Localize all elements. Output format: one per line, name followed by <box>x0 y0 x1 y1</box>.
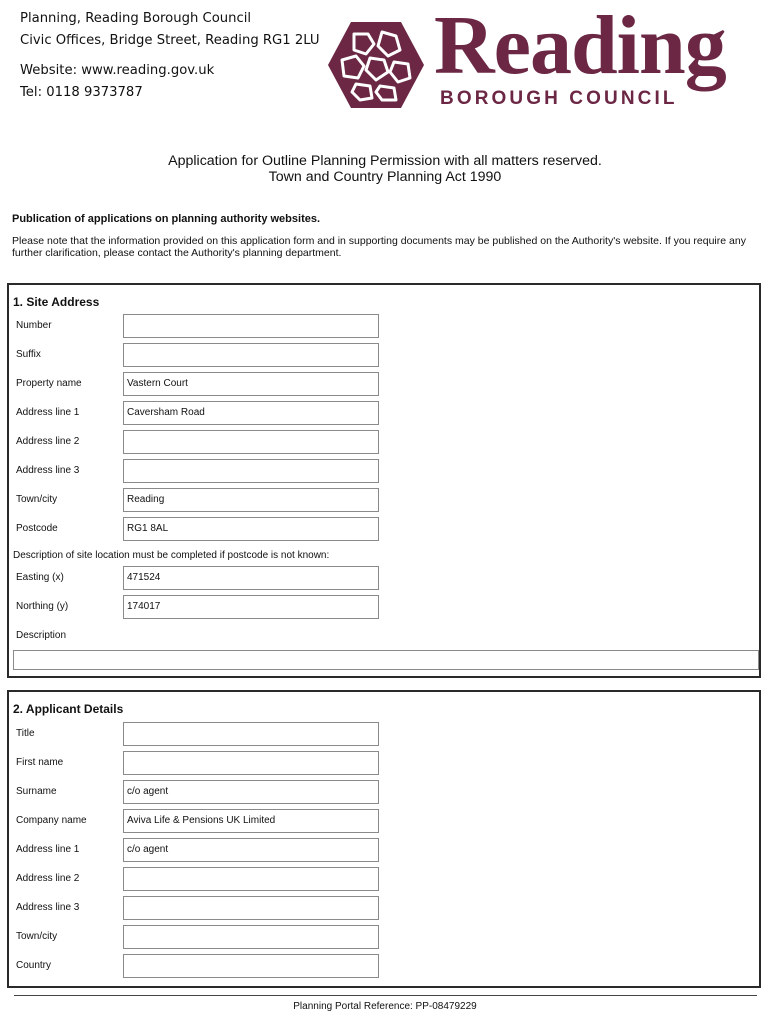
address-line-1-input[interactable]: c/o agent <box>123 838 379 862</box>
publication-notice: Please note that the information provided on this application form and in supporting documents may be published on the Authority's website. If you require any further clarification, please contact the Authority's planning department. <box>12 235 746 259</box>
field-town-city <box>9 488 389 514</box>
title-input[interactable] <box>123 722 379 746</box>
field-northing <box>9 595 389 621</box>
field-address-line-3 <box>9 896 389 922</box>
field-label: Surname <box>16 786 57 797</box>
company-name-input[interactable]: Aviva Life & Pensions UK Limited <box>123 809 379 833</box>
field-label: Title <box>16 728 35 739</box>
field-address-line-2 <box>9 867 389 893</box>
description-label: Description <box>16 630 67 641</box>
field-town-city <box>9 925 389 951</box>
field-label: Easting (x) <box>16 572 64 583</box>
easting-input[interactable]: 471524 <box>123 566 379 590</box>
field-company-name <box>9 809 389 835</box>
section-title: 2. Applicant Details <box>13 702 124 716</box>
suffix-input[interactable] <box>123 343 379 367</box>
address-line-1-input[interactable]: Caversham Road <box>123 401 379 425</box>
field-surname <box>9 780 389 806</box>
property-name-input[interactable]: Vastern Court <box>123 372 379 396</box>
first-name-input[interactable] <box>123 751 379 775</box>
northing-input[interactable]: 174017 <box>123 595 379 619</box>
field-number <box>9 314 389 340</box>
field-label: First name <box>16 757 64 768</box>
town-city-input[interactable]: Reading <box>123 488 379 512</box>
country-input[interactable] <box>123 954 379 978</box>
field-first-name <box>9 751 389 777</box>
field-country <box>9 954 389 980</box>
town-city-input[interactable] <box>123 925 379 949</box>
field-label: Postcode <box>16 523 58 534</box>
field-label: Town/city <box>16 494 58 505</box>
field-label: Property name <box>16 378 82 389</box>
address-line-3-input[interactable] <box>123 896 379 920</box>
logo-wordmark: Reading <box>434 0 726 92</box>
field-label: Address line 1 <box>16 844 80 855</box>
title-line-1: Application for Outline Planning Permission with all matters reserved. <box>168 153 602 169</box>
field-address-line-3 <box>9 459 389 485</box>
field-suffix <box>9 343 389 369</box>
address-line-2: Civic Offices, Bridge Street, Reading RG1 2LU <box>20 33 320 48</box>
field-label: Company name <box>16 815 87 826</box>
document-title <box>0 153 770 185</box>
field-label: Number <box>16 320 52 331</box>
field-label: Address line 1 <box>16 407 80 418</box>
publication-heading: Publication of applications on planning authority websites. <box>12 213 321 225</box>
field-title <box>9 722 389 748</box>
postcode-input[interactable]: RG1 8AL <box>123 517 379 541</box>
field-address-line-1 <box>9 838 389 864</box>
field-label: Suffix <box>16 349 41 360</box>
field-address-line-2 <box>9 430 389 456</box>
portal-reference: Planning Portal Reference: PP-08479229 <box>293 1001 477 1012</box>
address-line-3-input[interactable] <box>123 459 379 483</box>
council-address-block <box>20 8 320 104</box>
address-line-2-input[interactable] <box>123 867 379 891</box>
surname-input[interactable]: c/o agent <box>123 780 379 804</box>
footer-divider <box>14 995 757 996</box>
field-easting <box>9 566 389 592</box>
number-input[interactable] <box>123 314 379 338</box>
field-label: Town/city <box>16 931 58 942</box>
field-postcode <box>9 517 389 543</box>
description-input[interactable] <box>13 650 759 670</box>
applicant-details-section <box>7 690 761 988</box>
field-label: Address line 3 <box>16 465 80 476</box>
field-property-name <box>9 372 389 398</box>
address-line-1: Planning, Reading Borough Council <box>20 11 252 26</box>
section-title: 1. Site Address <box>13 295 100 309</box>
field-label: Northing (y) <box>16 601 69 612</box>
address-line-2-input[interactable] <box>123 430 379 454</box>
location-note: Description of site location must be completed if postcode is not known: <box>13 550 330 561</box>
site-address-section <box>7 283 761 678</box>
website-line: Website: www.reading.gov.uk <box>20 63 215 78</box>
council-logo <box>326 0 766 110</box>
field-address-line-1 <box>9 401 389 427</box>
field-label: Address line 3 <box>16 902 80 913</box>
hexagon-emblem-icon <box>326 20 426 110</box>
field-label: Address line 2 <box>16 873 80 884</box>
logo-subtitle: BOROUGH COUNCIL <box>440 88 678 109</box>
title-line-2: Town and Country Planning Act 1990 <box>268 169 502 185</box>
telephone-line: Tel: 0118 9373787 <box>20 85 143 100</box>
field-label: Address line 2 <box>16 436 80 447</box>
field-label: Country <box>16 960 52 971</box>
